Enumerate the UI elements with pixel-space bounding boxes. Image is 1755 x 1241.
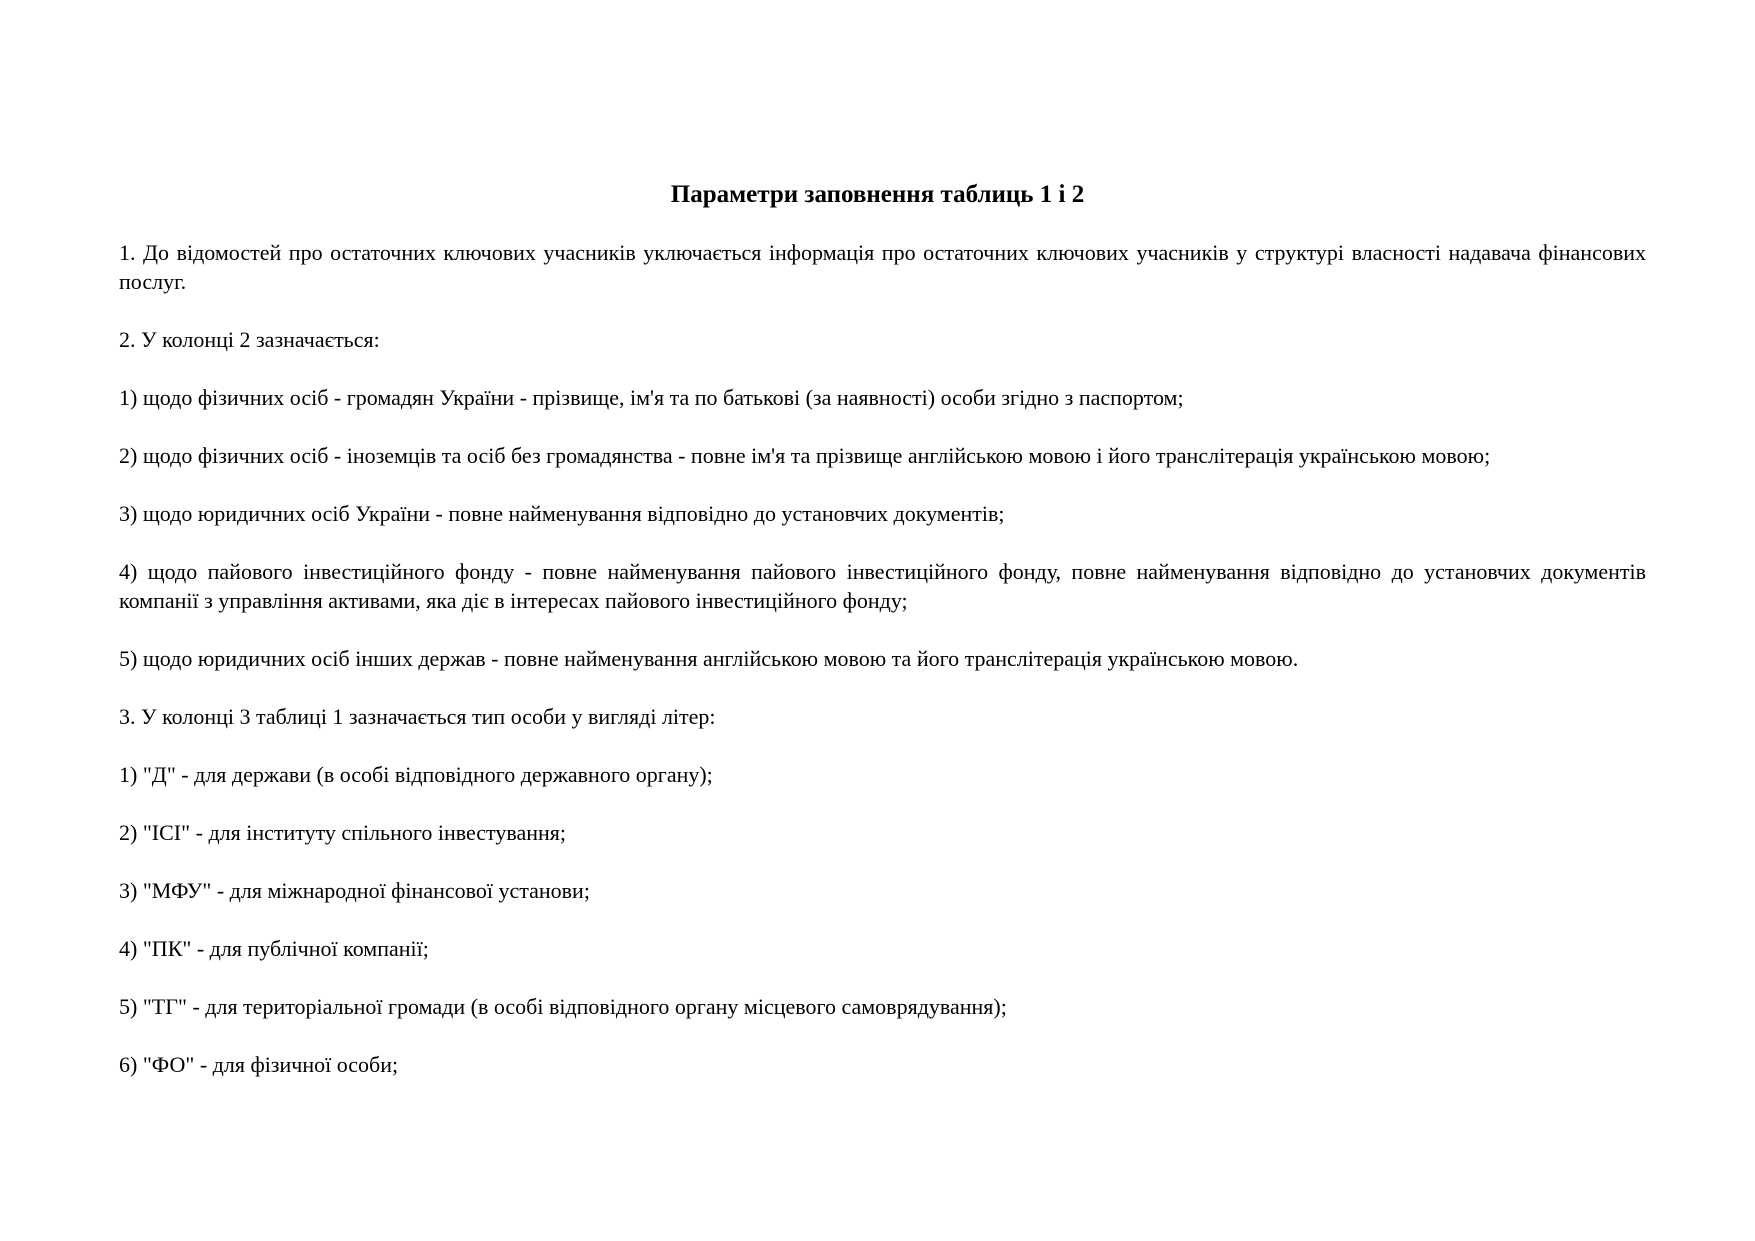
document-body [119, 238, 1646, 1108]
paragraph-3-item-4: 4) "ПК" - для публічної компанії; [119, 936, 429, 961]
paragraph-2-item-3: 3) щодо юридичних осіб України - повне найменування відповідно до установчих документів; [119, 501, 1005, 526]
paragraph-2-item-1: 1) щодо фізичних осіб - громадян України - прізвище, ім'я та по батькові (за наявності) особи згідно з паспортом; [119, 385, 1184, 410]
paragraph-3-item-5: 5) "ТГ" - для територіальної громади (в особі відповідного органу місцевого самоврядування); [119, 994, 1007, 1019]
paragraph-2: 2. У колонці 2 зазначається: [119, 327, 380, 352]
paragraph-2-item-5: 5) щодо юридичних осіб інших держав - повне найменування англійською мовою та його транслітерація українською мовою. [119, 646, 1299, 671]
document-title: Параметри заповнення таблиць 1 і 2 [670, 181, 1085, 208]
paragraph-3: 3. У колонці 3 таблиці 1 зазначається тип особи у вигляді літер: [119, 704, 716, 729]
paragraph-3-item-2: 2) "ІСІ" - для інституту спільного інвестування; [119, 820, 567, 845]
paragraph-3-item-6: 6) "ФО" - для фізичної особи; [119, 1052, 399, 1077]
paragraph-2-item-2: 2) щодо фізичних осіб - іноземців та осіб без громадянства - повне ім'я та прізвище англійською мовою і його транслітерація українською мовою; [119, 443, 1491, 468]
paragraph-3-item-1: 1) "Д" - для держави (в особі відповідного державного органу); [119, 762, 713, 787]
paragraph-1: 1. До відомостей про остаточних ключових учасників уключається інформація про остаточних ключових учасників у структурі власності надавача фінансових послуг. [119, 240, 1646, 294]
paragraph-3-item-3: 3) "МФУ" - для міжнародної фінансової установи; [119, 878, 590, 903]
paragraph-2-item-4: 4) щодо пайового інвестиційного фонду - повне найменування пайового інвестиційного фонду, повне найменування відповідно до установчих документів компанії з управління активами, яка діє в інтересах пайового інвестиційного фонду; [119, 559, 1646, 613]
